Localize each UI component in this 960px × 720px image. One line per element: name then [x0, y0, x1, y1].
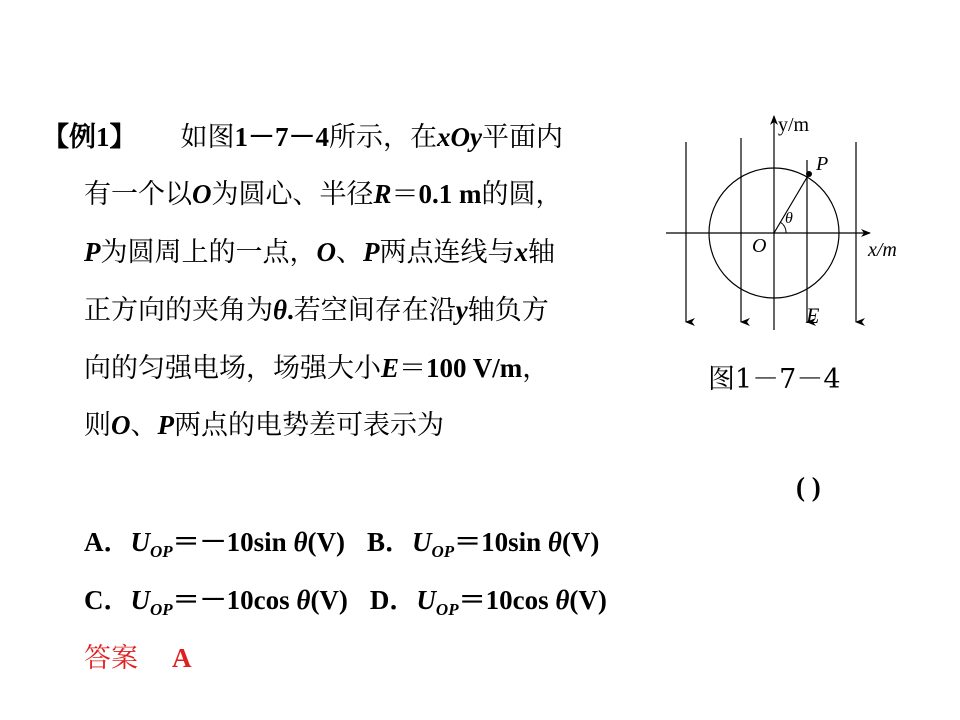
text: 平面内: [481, 122, 563, 153]
subscript-op: OP: [150, 600, 173, 619]
option-d-label: D．: [369, 585, 417, 615]
plane-name: xOy: [437, 122, 482, 152]
point-p: [806, 171, 812, 177]
radius-value: 0.1 m: [418, 179, 482, 209]
text: 如图: [180, 122, 235, 153]
option-c-label: C．: [84, 585, 131, 615]
unit: (V): [569, 585, 607, 615]
field-value: 100 V/m: [426, 353, 523, 383]
var-theta: θ: [296, 585, 311, 615]
problem-line-6: [84, 408, 444, 443]
example-label: 【例1】: [42, 122, 137, 152]
angle-label: θ: [785, 210, 793, 227]
options-line-cd: [84, 583, 607, 617]
text: 两点连线与: [379, 237, 515, 268]
text: 轴: [528, 237, 555, 268]
option-c-value: ＝－10cos: [172, 585, 297, 615]
option-b: [366, 527, 600, 561]
y-axis-label: y/m: [778, 114, 810, 136]
unit: (V): [310, 585, 348, 615]
answer-blank: ( ): [796, 472, 821, 502]
var-o: O: [316, 237, 336, 267]
text: 所示，在: [329, 122, 437, 153]
problem-line-1: [42, 120, 563, 155]
text: 若空间存在沿: [293, 295, 456, 326]
text: ＝: [391, 179, 419, 210]
var-theta: θ: [547, 527, 562, 557]
var-u: U: [411, 527, 432, 557]
problem-line-3: [84, 235, 555, 270]
option-d: [369, 585, 607, 619]
option-a-label: A．: [84, 527, 131, 557]
option-a: [84, 527, 345, 561]
problem-line-4: [84, 293, 549, 328]
text: .: [287, 295, 294, 325]
figure-caption: 图1－7－4: [708, 364, 841, 395]
options-line-ab: [84, 525, 599, 559]
var-p: P: [157, 410, 174, 440]
option-a-value: ＝－10sin: [172, 527, 294, 557]
field-label: E: [806, 303, 820, 328]
problem-line-2: [84, 177, 563, 212]
var-theta: θ: [273, 295, 288, 325]
var-p: P: [363, 237, 380, 267]
var-u: U: [416, 585, 436, 615]
point-label: P: [816, 153, 829, 175]
option-d-value: ＝10cos: [458, 585, 556, 615]
answer-line: [84, 641, 192, 676]
answer-value: A: [172, 643, 192, 673]
var-e: E: [381, 353, 400, 383]
text: 向的匀强电场，场强大小: [84, 353, 381, 384]
text: 正方向的夹角为: [84, 295, 273, 326]
option-b-label: B．: [366, 527, 412, 557]
text: 、: [130, 410, 158, 441]
text: 轴负方: [467, 295, 549, 326]
var-r: R: [373, 179, 392, 209]
var-u: U: [130, 585, 150, 615]
text: ＝: [399, 353, 427, 384]
subscript-op: OP: [431, 542, 455, 561]
option-b-value: ＝10sin: [454, 527, 548, 557]
text: ，: [522, 353, 550, 384]
text: 两点的电势差可表示为: [174, 410, 444, 441]
text: 的圆，: [481, 179, 563, 210]
field-diagram: [660, 108, 916, 334]
var-theta: θ: [293, 527, 308, 557]
subscript-op: OP: [435, 600, 459, 619]
problem-line-5: [84, 351, 549, 386]
text: 有一个以: [84, 179, 192, 210]
x-axis-label: x/m: [868, 239, 897, 261]
var-o: O: [111, 410, 131, 440]
unit: (V): [307, 527, 345, 557]
text: 则: [84, 410, 111, 441]
var-theta: θ: [555, 585, 570, 615]
subscript-op: OP: [150, 542, 173, 561]
var-o: O: [192, 179, 212, 209]
var-y: y: [455, 295, 468, 325]
unit: (V): [561, 527, 600, 557]
text: 、: [336, 237, 363, 268]
figure-ref: 1－7－4: [234, 122, 329, 152]
var-x: x: [514, 237, 528, 267]
text: 为圆周上的一点，: [100, 237, 317, 268]
var-u: U: [130, 527, 150, 557]
text: 为圆心、半径: [211, 179, 374, 210]
answer-label: 答案: [84, 643, 138, 674]
var-p: P: [84, 237, 101, 267]
option-c: [84, 585, 348, 619]
origin-label: O: [752, 235, 767, 257]
